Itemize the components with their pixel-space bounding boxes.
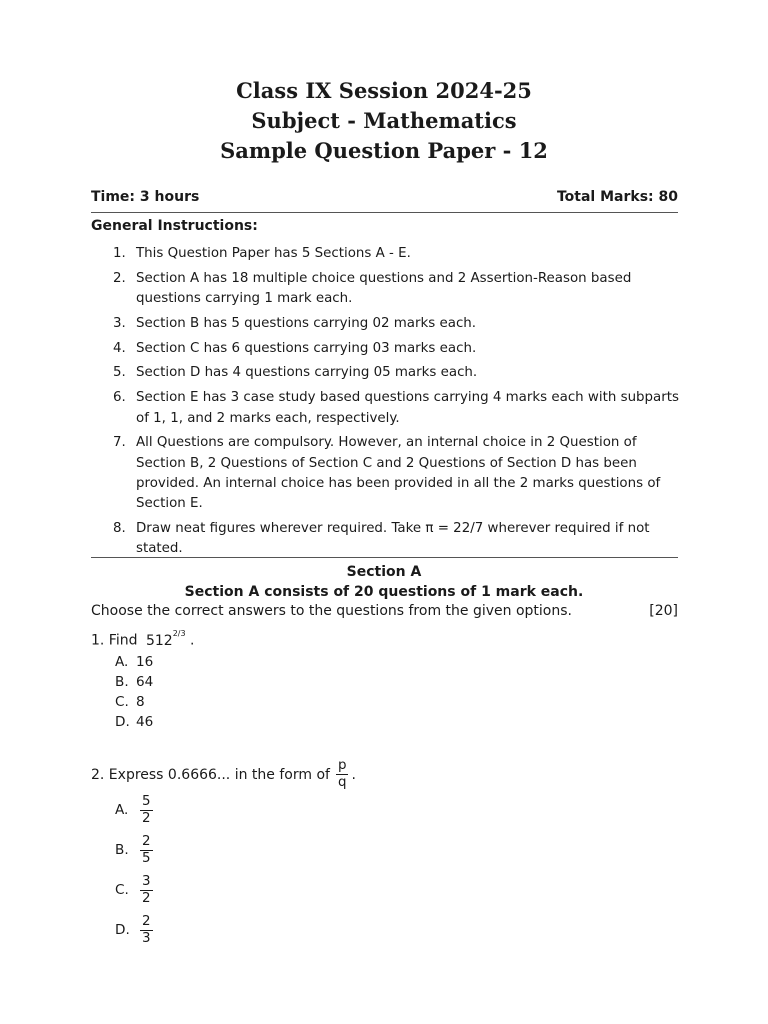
instruction-item: 8. Draw neat figures wherever required. Take π = 22/7 wherever required if not stated. <box>113 519 683 560</box>
question-2-options <box>115 790 156 950</box>
title-paper: Sample Question Paper - 12 <box>220 138 548 163</box>
instruction-item: 3. Section B has 5 questions carrying 02 marks each. <box>113 314 683 334</box>
option-b[interactable]: B. 64 <box>115 674 154 690</box>
question-2-text: 2. Express 0.6666... in the form of <box>91 766 330 783</box>
divider-top <box>91 212 678 213</box>
instruction-item: 4. Section C has 6 questions carrying 03 marks each. <box>113 339 683 359</box>
title-session: Class IX Session 2024-25 <box>236 78 532 103</box>
divider-section <box>91 557 678 558</box>
option-d[interactable]: D. 46 <box>115 714 154 730</box>
instruction-text: Section E has 3 case study based questions carrying 4 marks each with subparts of 1, 1, and 2 marks each, respectively. <box>136 390 679 426</box>
instruction-text: Section A has 18 multiple choice questions and 2 Assertion-Reason based questions carrying 1 mark each. <box>136 270 632 307</box>
instruction-item: 2. Section A has 18 multiple choice questions and 2 Assertion-Reason based questions carrying 1 mark each. <box>113 269 683 310</box>
general-instructions-heading: General Instructions: <box>91 218 258 234</box>
instruction-text: Section D has 4 questions carrying 05 marks each. <box>136 365 478 381</box>
question-2: 2. Express 0.6666... in the form of $\frac{p}{q}$ . <box>91 758 356 790</box>
question-1: 1. Find $512^{2/3}$ . <box>91 629 195 649</box>
option-a[interactable]: A. $\frac{5}{2}$ <box>115 793 151 826</box>
question-2-fraction: $\frac{p}{q}$ <box>337 758 347 790</box>
option-c[interactable]: C. 8 <box>115 694 145 710</box>
section-a-subtitle: Section A consists of 20 questions of 1 mark each. <box>184 584 584 600</box>
title-subject: Subject - Mathematics <box>251 108 517 133</box>
section-a-instruction-row <box>91 603 678 619</box>
total-marks: Total Marks: 80 <box>556 189 678 205</box>
instruction-item: 1. This Question Paper has 5 Sections A - E. <box>113 244 683 264</box>
option-c[interactable]: C. $\frac{3}{2}$ <box>115 873 151 906</box>
section-a-instruction: Choose the correct answers to the questions from the given options. <box>91 603 572 619</box>
section-a-marks: [20] <box>649 603 678 619</box>
instruction-item: 7. All Questions are compulsory. However, an internal choice in 2 Question of Section B, 2 Questions of Section C and 2 Questions of Section D has been provided. An internal choice has been provided in all the 2 marks questions of Section E. <box>113 433 683 514</box>
time-allowed: Time: 3 hours <box>91 189 200 205</box>
instruction-item: 5. Section D has 4 questions carrying 05 marks each. <box>113 363 683 383</box>
option-b[interactable]: B. $\frac{2}{5}$ <box>115 833 151 866</box>
paper-meta <box>91 189 678 205</box>
question-1-options <box>115 652 153 732</box>
instructions-list <box>113 244 683 564</box>
question-1-exponent: 2/3 <box>172 629 186 638</box>
question-1-text: 1. Find <box>91 632 138 649</box>
instruction-text: This Question Paper has 5 Sections A - E. <box>136 246 411 261</box>
paper-title <box>0 76 768 166</box>
question-1-base: 512 <box>145 632 173 649</box>
instruction-text: Section B has 5 questions carrying 02 marks each. <box>136 315 477 331</box>
instruction-text: Section C has 6 questions carrying 03 marks each. <box>136 340 477 356</box>
option-d[interactable]: D. $\frac{2}{3}$ <box>115 913 151 946</box>
instruction-item: 6. Section E has 3 case study based questions carrying 4 marks each with subparts of 1, 1, and 2 marks each, respectively. <box>113 388 683 429</box>
instruction-text: All Questions are compulsory. However, an internal choice in 2 Question of Section B, 2 Questions of Section C and 2 Questions of Section D has been provided. An internal choice has been provided in all the 2 marks questions of Section E. <box>136 435 661 512</box>
option-a[interactable]: A. 16 <box>115 654 154 670</box>
section-a-title: Section A <box>346 564 422 580</box>
instruction-text: Draw neat figures wherever required. Take π = 22/7 wherever required if not stated. <box>136 521 650 557</box>
